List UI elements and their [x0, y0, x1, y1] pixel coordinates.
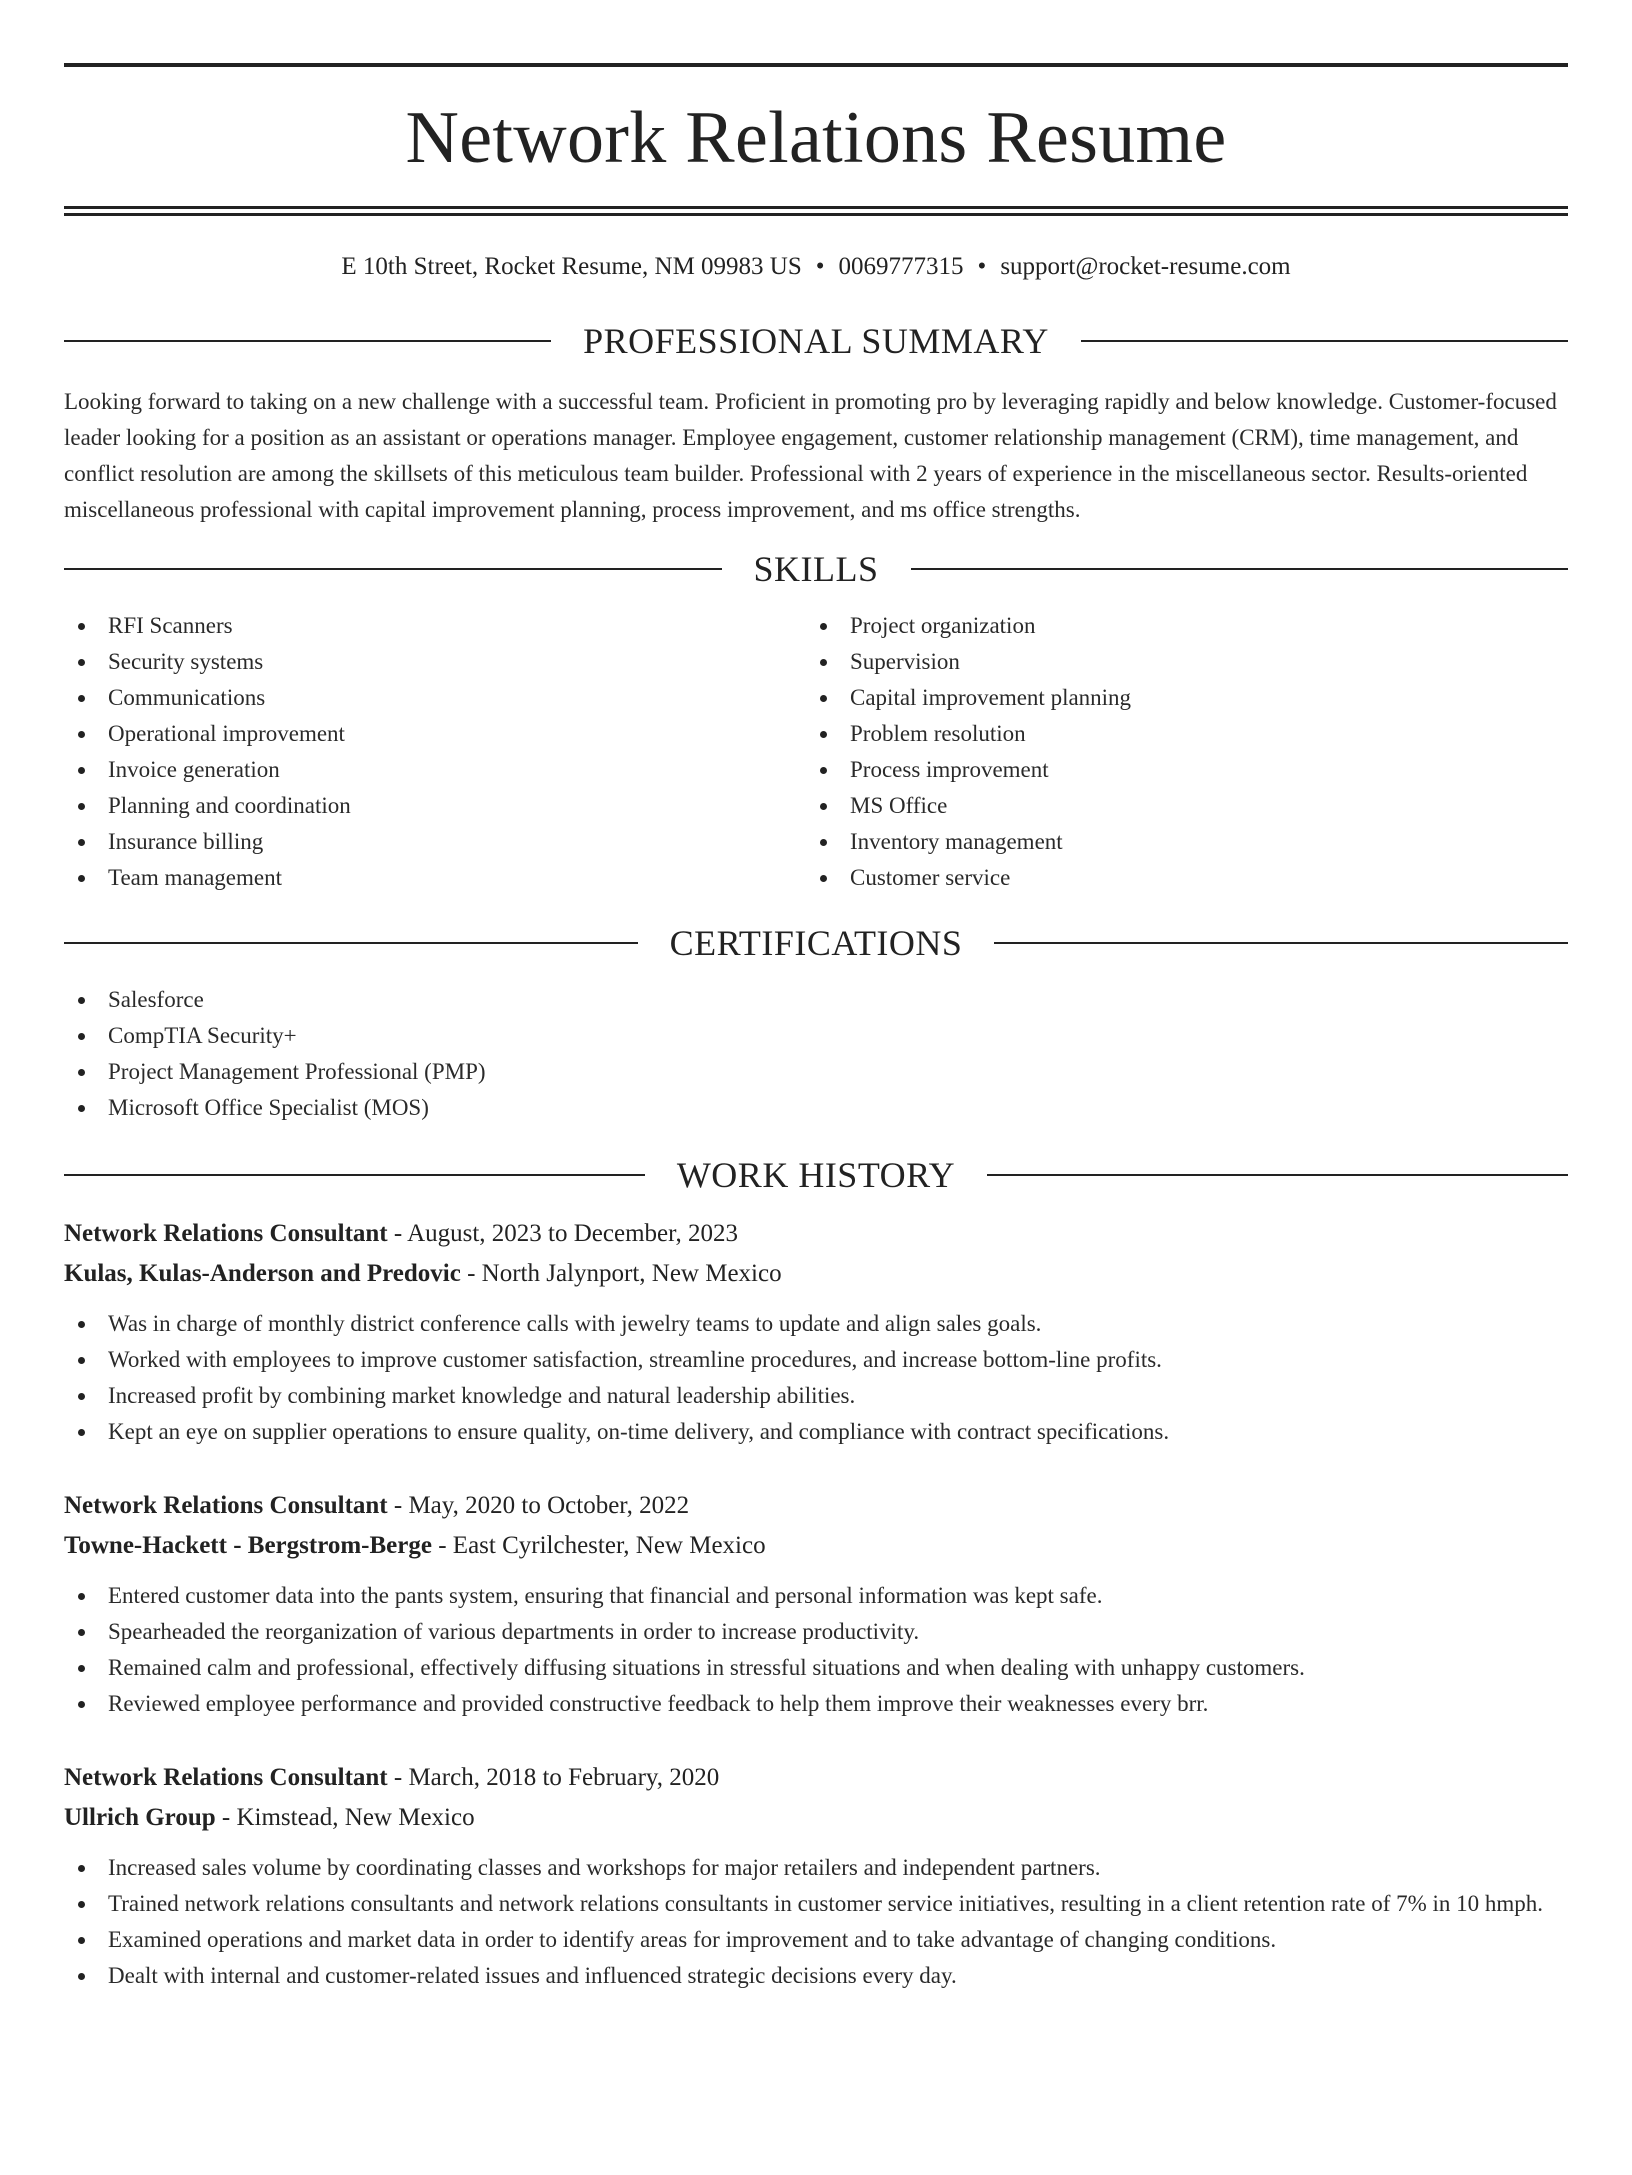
list-item: Customer service: [806, 860, 1548, 896]
section-header-certifications: [64, 922, 1568, 964]
list-item: Project Management Professional (PMP): [64, 1054, 1568, 1090]
list-item: Entered customer data into the pants system, ensuring that financial and personal information was kept safe.: [64, 1578, 1568, 1614]
list-item: Kept an eye on supplier operations to ensure quality, on-time delivery, and compliance with contract specifications.: [64, 1414, 1568, 1450]
section-header-work-history: [64, 1154, 1568, 1196]
list-item: Inventory management: [806, 824, 1548, 860]
list-item: Spearheaded the reorganization of various departments in order to increase productivity.: [64, 1614, 1568, 1650]
list-item: Project organization: [806, 608, 1548, 644]
list-item: Insurance billing: [64, 824, 806, 860]
job-bullets: [64, 1850, 1568, 1994]
job-company: Kulas, Kulas-Anderson and Predovic: [64, 1260, 461, 1287]
job-dates: - August, 2023 to December, 2023: [387, 1220, 738, 1247]
job-location: - Kimstead, New Mexico: [215, 1804, 475, 1831]
section-rule: [994, 942, 1568, 944]
job-location: - North Jalynport, New Mexico: [460, 1260, 782, 1287]
list-item: Remained calm and professional, effectively diffusing situations in stressful situations and when dealing with unhappy customers.: [64, 1650, 1568, 1686]
list-item: Worked with employees to improve customer satisfaction, streamline procedures, and increase bottom-line profits.: [64, 1342, 1568, 1378]
section-rule: [64, 1174, 645, 1176]
section-rule: [64, 340, 551, 342]
list-item: Planning and coordination: [64, 788, 806, 824]
list-item: Security systems: [64, 644, 806, 680]
list-item: Trained network relations consultants and network relations consultants in customer service initiatives, resulting in a client retention rate of 7% in 10 hmph.: [64, 1886, 1568, 1922]
list-item: Process improvement: [806, 752, 1548, 788]
job-title: Network Relations Consultant: [64, 1492, 388, 1519]
section-title-summary: PROFESSIONAL SUMMARY: [583, 321, 1049, 361]
section-title-certifications: CERTIFICATIONS: [669, 923, 963, 963]
job-bullets: [64, 1306, 1568, 1450]
list-item: Microsoft Office Specialist (MOS): [64, 1090, 1568, 1126]
job-entry: [64, 1214, 1568, 1450]
section-header-skills: [64, 548, 1568, 590]
list-item: CompTIA Security+: [64, 1018, 1568, 1054]
list-item: Dealt with internal and customer-related issues and influenced strategic decisions every day.: [64, 1958, 1568, 1994]
list-item: MS Office: [806, 788, 1548, 824]
contact-email: support@rocket-resume.com: [1000, 253, 1291, 280]
list-item: Invoice generation: [64, 752, 806, 788]
job-bullets: [64, 1578, 1568, 1722]
section-title-skills: SKILLS: [753, 549, 879, 589]
job-location: - East Cyrilchester, New Mexico: [431, 1532, 766, 1559]
resume-title: Network Relations Resume: [405, 97, 1227, 179]
job-dates: - March, 2018 to February, 2020: [387, 1764, 720, 1791]
list-item: Examined operations and market data in order to identify areas for improvement and to take advantage of changing conditions.: [64, 1922, 1568, 1958]
title-double-rule: [64, 206, 1568, 216]
contact-address: E 10th Street, Rocket Resume, NM 09983 US: [341, 253, 802, 280]
summary-text: Looking forward to taking on a new challenge with a successful team. Proficient in promoting pro by leveraging rapidly and below knowledge. Customer-focused leader looking for a position as an assistant or operations manager. Employee engagement, customer relationship management (CRM), time management, and conflict resolution are among the skillsets of this meticulous team builder. Professional with 2 years of experience in the miscellaneous sector. Results-oriented miscellaneous professional with capital improvement planning, process improvement, and ms office strengths.: [64, 389, 1557, 522]
list-item: Increased profit by combining market knowledge and natural leadership abilities.: [64, 1378, 1568, 1414]
list-item: Supervision: [806, 644, 1548, 680]
job-dates: - May, 2020 to October, 2022: [387, 1492, 690, 1519]
job-entry: [64, 1486, 1568, 1722]
job-entry: [64, 1758, 1568, 1994]
list-item: Team management: [64, 860, 806, 896]
list-item: Was in charge of monthly district conference calls with jewelry teams to update and align sales goals.: [64, 1306, 1568, 1342]
job-company-line: [64, 1798, 1568, 1838]
job-title: Network Relations Consultant: [64, 1220, 388, 1247]
job-company: Ullrich Group: [64, 1804, 216, 1831]
certifications-list: [64, 982, 1568, 1126]
skills-list-left: [64, 608, 806, 896]
section-rule: [911, 568, 1569, 570]
section-rule: [64, 942, 638, 944]
list-item: Increased sales volume by coordinating classes and workshops for major retailers and independent partners.: [64, 1850, 1568, 1886]
list-item: Operational improvement: [64, 716, 806, 752]
job-title-line: [64, 1214, 1568, 1254]
job-title-line: [64, 1758, 1568, 1798]
section-title-work-history: WORK HISTORY: [676, 1155, 956, 1195]
list-item: RFI Scanners: [64, 608, 806, 644]
job-title-line: [64, 1486, 1568, 1526]
contact-line: [64, 252, 1568, 282]
contact-separator: •: [815, 253, 825, 280]
section-rule: [64, 568, 722, 570]
job-company-line: [64, 1254, 1568, 1294]
resume-page: [0, 63, 1632, 2175]
list-item: Communications: [64, 680, 806, 716]
list-item: Reviewed employee performance and provided constructive feedback to help them improve their weaknesses every brr.: [64, 1686, 1568, 1722]
contact-separator: •: [977, 253, 987, 280]
list-item: Salesforce: [64, 982, 1568, 1018]
job-company-line: [64, 1526, 1568, 1566]
section-rule: [1081, 340, 1568, 342]
skills-grid: [64, 608, 1568, 896]
skills-list-right: [806, 608, 1548, 896]
section-header-summary: [64, 320, 1568, 362]
section-rule: [987, 1174, 1568, 1176]
contact-phone: 0069777315: [838, 253, 964, 280]
list-item: Problem resolution: [806, 716, 1548, 752]
job-company: Towne-Hackett - Bergstrom-Berge: [64, 1532, 432, 1559]
job-title: Network Relations Consultant: [64, 1764, 388, 1791]
list-item: Capital improvement planning: [806, 680, 1548, 716]
